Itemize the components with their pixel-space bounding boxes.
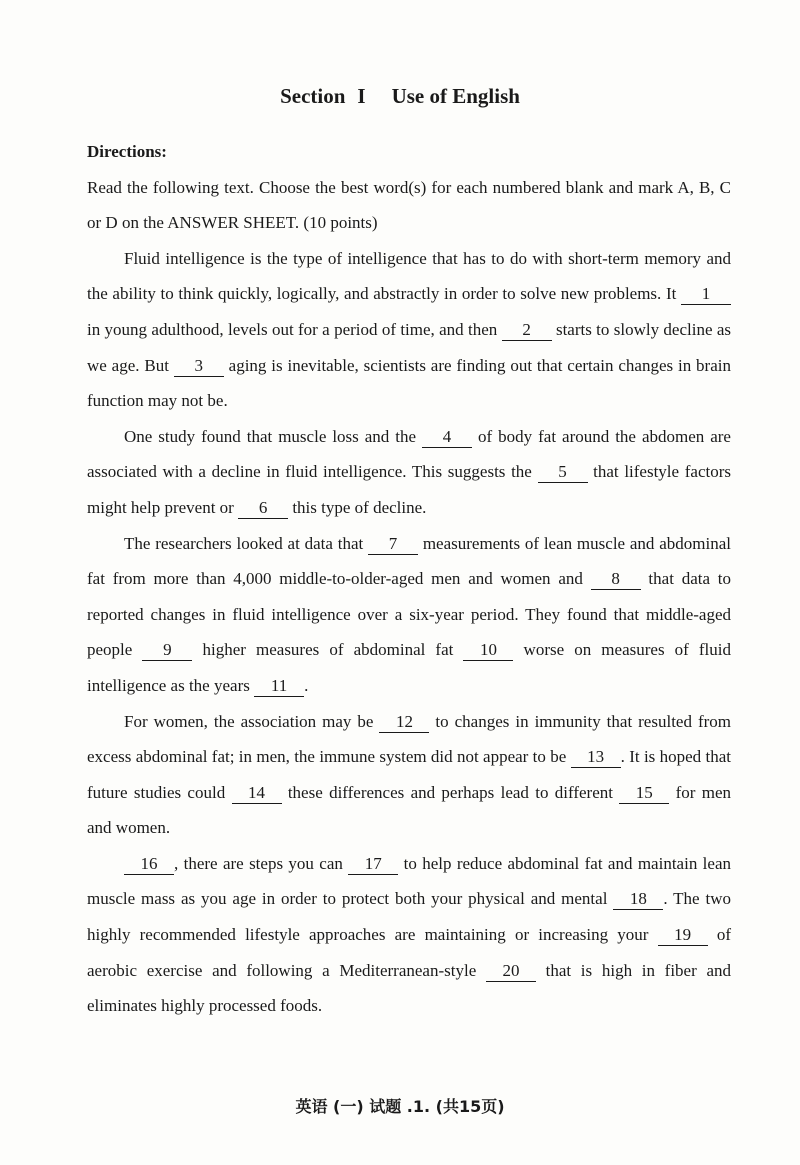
blank-9: 9 — [142, 640, 192, 661]
passage-text: to help reduce abdominal fat and maintain lean muscle mass as you age in order to protect both your physical and mental — [87, 853, 731, 909]
passage-text: in young adulthood, levels out for a period of time, and then — [87, 319, 502, 339]
passage-paragraph-4 — [87, 704, 731, 846]
blank-19: 19 — [658, 925, 708, 946]
page-footer: 英语 (一) 试题 .1. (共15页) — [295, 1097, 505, 1116]
blank-16: 16 — [124, 854, 174, 875]
blank-10: 10 — [463, 640, 513, 661]
directions-heading: Directions: — [87, 142, 167, 161]
blank-11: 11 — [254, 676, 304, 697]
blank-20: 20 — [486, 961, 536, 982]
passage-text: that is high in fiber and eliminates highly processed foods. — [87, 960, 731, 1016]
blank-8: 8 — [591, 569, 641, 590]
blank-15: 15 — [619, 783, 669, 804]
passage-text: . It is hoped that future studies could — [87, 747, 732, 802]
passage-text: One study found that muscle loss and the — [124, 426, 423, 446]
passage-text: for men and women. — [87, 782, 731, 838]
passage-text: The researchers looked at data that — [124, 533, 369, 553]
passage-text: of aerobic exercise and following a Mediterranean-style — [87, 925, 731, 980]
blank-13: 13 — [571, 747, 621, 768]
passage-text: . The two highly recommended lifestyle approaches are maintaining or increasing your — [87, 889, 731, 945]
passage-paragraph-3 — [87, 526, 731, 704]
passage-text: worse on measures of fluid intelligence as the years — [87, 640, 731, 695]
blank-1: 1 — [681, 284, 731, 305]
blank-3: 3 — [174, 356, 224, 377]
passage-text: . — [304, 675, 309, 695]
passage-text: that data to reported changes in fluid intelligence over a six-year period. They found that middle-aged people — [87, 569, 732, 660]
section-number: I — [357, 84, 366, 108]
section-title — [0, 84, 800, 109]
blank-14: 14 — [232, 783, 282, 804]
passage-text: For women, the association may be — [124, 711, 380, 731]
directions-text: Read the following text. Choose the best word(s) for each numbered blank and mark A, B, C or D on the ANSWER SHEET. (10 points) — [87, 177, 731, 233]
passage-text: aging is inevitable, scientists are finding out that certain changes in brain function may not be. — [87, 355, 731, 411]
blank-2: 2 — [502, 320, 552, 341]
content-body — [87, 134, 731, 1024]
passage-text: these differences and perhaps lead to different — [281, 782, 620, 802]
passage-text: Fluid intelligence is the type of intelligence that has to do with short-term memory and the ability to think quickly, logically, and abstractly in order to solve new problems. It — [87, 248, 731, 304]
passage-text: measurements of lean muscle and abdominal fat from more than 4,000 middle-to-older-aged men and women and — [87, 533, 731, 589]
blank-17: 17 — [348, 854, 398, 875]
blank-12: 12 — [379, 712, 429, 733]
passage-text: that lifestyle factors might help prevent or — [87, 462, 731, 517]
passage-text: this type of decline. — [288, 497, 427, 517]
passage-text: starts to slowly decline as we age. But — [87, 319, 731, 375]
passage-text: to changes in immunity that resulted from excess abdominal fat; in men, the immune system did not appear to be — [87, 711, 731, 767]
blank-18: 18 — [613, 889, 663, 910]
blank-5: 5 — [538, 462, 588, 483]
passage-text: higher measures of abdominal fat — [192, 640, 464, 660]
blank-4: 4 — [422, 427, 472, 448]
passage-text: , there are steps you can — [174, 853, 349, 873]
passage-paragraph-5 — [87, 846, 731, 1024]
blank-7: 7 — [368, 534, 418, 555]
section-heading: Use of English — [391, 84, 520, 108]
passage-text: of body fat around the abdomen are associated with a decline in fluid intelligence. This suggests the — [87, 426, 731, 482]
passage-paragraph-2 — [87, 419, 731, 526]
passage-paragraph-1 — [87, 241, 731, 419]
blank-6: 6 — [238, 498, 288, 519]
section-label: Section — [280, 84, 346, 108]
